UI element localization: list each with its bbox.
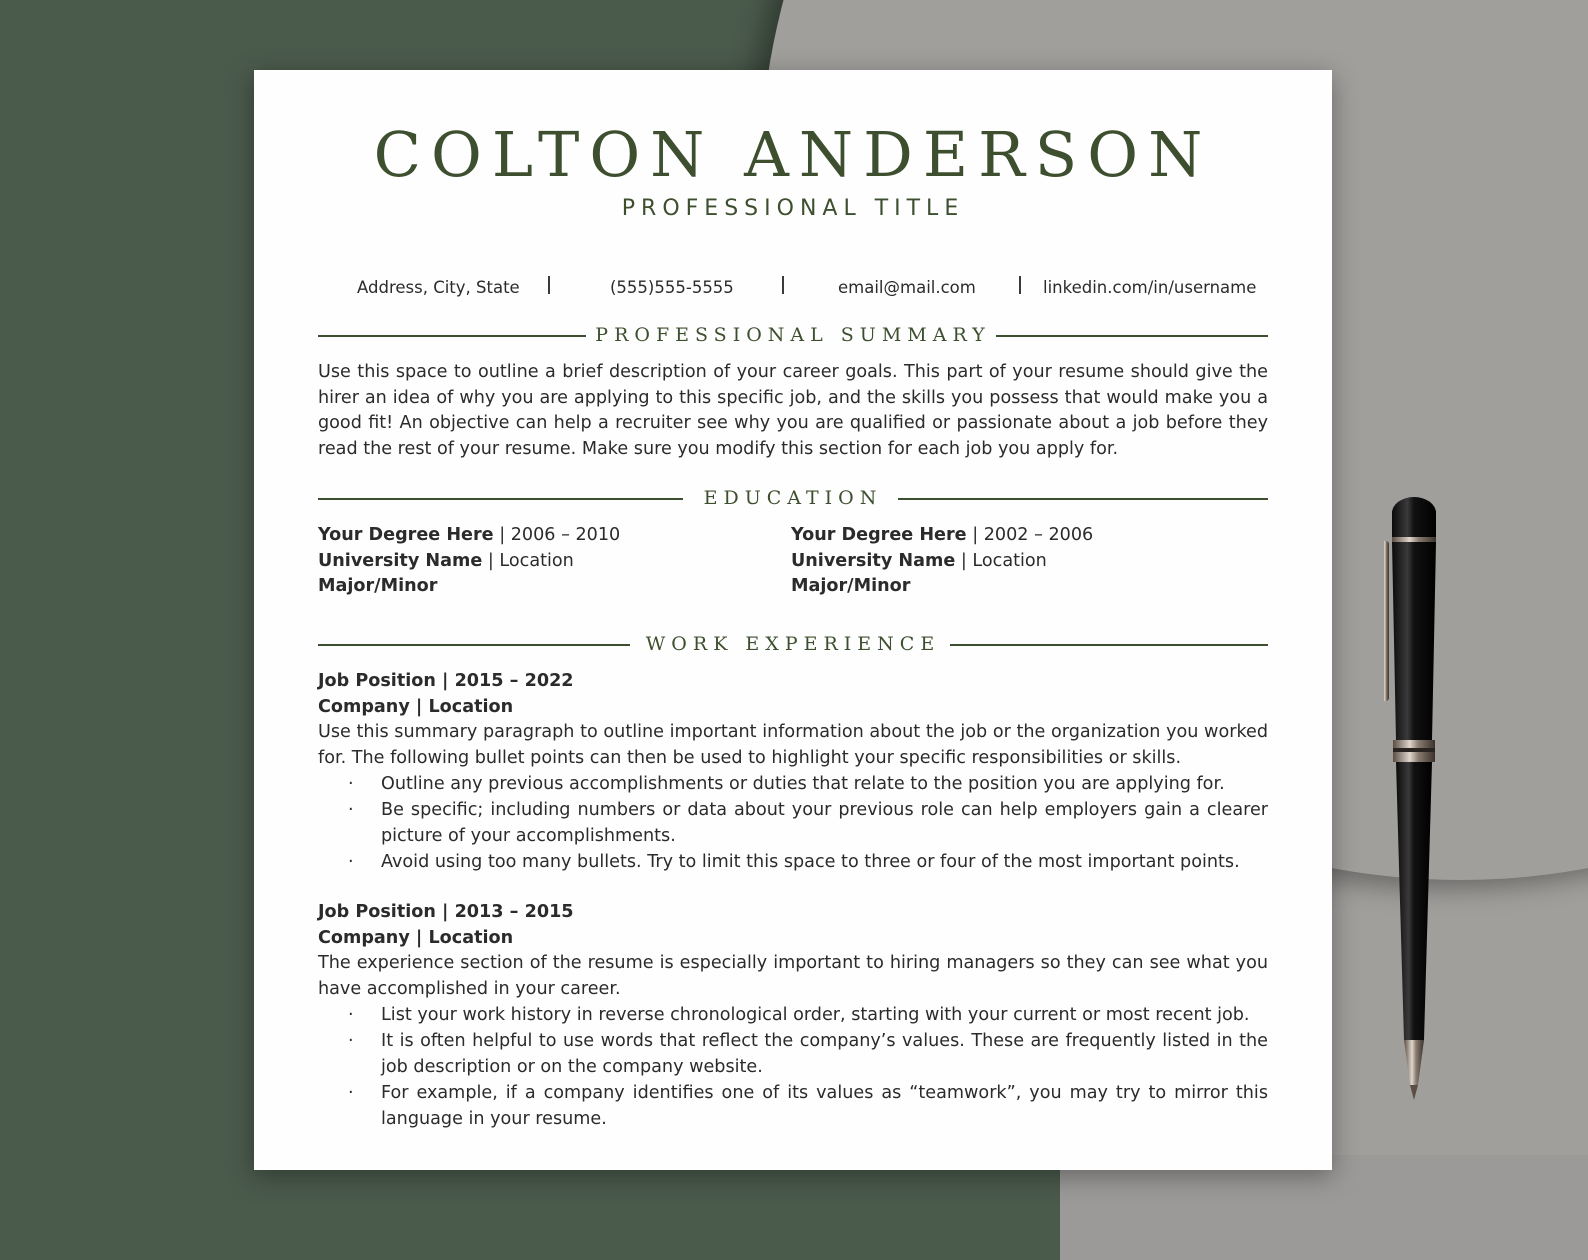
summary-text: Use this space to outline a brief description of your career goals. This part of your resume should give the hirer an idea of why you are applying to this specific job, and the skills you possess that would make you a good fit! An objective can help a recruiter see why you are qualified or passionate about a job before they read the rest of your resume. Make sure you modify this section for each job you apply for. [318,362,1268,459]
education-heading-label: EDUCATION [703,487,883,509]
bullet-text: For example, if a company identifies one of its values as “teamwork”, you may try to mirror this language in your resume. [381,1083,1268,1129]
education-heading [318,487,1268,511]
heading-rule [950,644,1268,646]
list-item [318,797,1268,849]
university-location: | Location [955,550,1047,571]
heading-rule [898,498,1268,500]
job-bullets [318,1002,1268,1132]
job-position: Job Position | 2015 – 2022 [318,671,574,691]
education-entry-2 [791,523,1093,600]
bullet-dot: · [348,1005,354,1025]
contact-email: email@mail.com [838,278,976,297]
list-item [318,771,1268,797]
education-entry-1 [318,523,620,600]
job-position: Job Position | 2013 – 2015 [318,902,574,922]
bullet-dot: · [348,1083,354,1103]
bullet-dot: · [348,774,354,794]
contact-phone: (555)555-5555 [610,278,734,297]
list-item [318,849,1268,875]
contact-separator [782,276,784,294]
resume-name: COLTON ANDERSON [373,118,1213,191]
major-minor: Major/Minor [791,576,911,596]
summary-heading [318,324,1268,348]
list-item [318,1080,1268,1132]
contact-linkedin: linkedin.com/in/username [1043,278,1257,297]
bullet-dot: · [348,800,354,820]
contact-separator [1019,276,1021,294]
summary-heading-label: PROFESSIONAL SUMMARY [595,324,991,346]
degree: Your Degree Here [791,525,967,545]
heading-rule [996,335,1268,337]
degree: Your Degree Here [318,525,494,545]
university: University Name [318,550,483,571]
university-location: | Location [482,550,574,571]
bullet-text: Be specific; including numbers or data about your previous role can help employers gain a clearer picture of your accomplishments. [381,800,1268,846]
job-summary: Use this summary paragraph to outline important information about the job or the organization you worked for. The following bullet points can then be used to highlight your specific responsibilities or skills. [318,722,1268,768]
bullet-text: Avoid using too many bullets. Try to limit this space to three or four of the most important points. [381,852,1240,872]
job-bullets [318,771,1268,875]
list-item [318,1002,1268,1028]
bullet-dot: · [348,852,354,872]
university: University Name [791,550,956,571]
experience-heading [318,633,1268,657]
job-company: Company | Location [318,697,514,717]
list-item [318,1028,1268,1080]
major-minor: Major/Minor [318,576,438,596]
bullet-text: Outline any previous accomplishments or duties that relate to the position you are applying for. [381,774,1225,794]
pen-icon [1384,495,1444,1105]
degree-years: | 2002 – 2006 [966,525,1094,545]
professional-title: PROFESSIONAL TITLE [621,196,965,221]
degree-years: | 2006 – 2010 [493,525,621,545]
bullet-dot: · [348,1031,354,1051]
resume-page [254,70,1332,1170]
bullet-text: List your work history in reverse chronological order, starting with your current or most recent job. [381,1005,1250,1025]
job-company: Company | Location [318,928,514,948]
contact-address: Address, City, State [357,278,520,297]
job-summary: The experience section of the resume is especially important to hiring managers so they can see what you have accomplished in your career. [318,953,1268,999]
contact-separator [548,276,550,294]
experience-heading-label: WORK EXPERIENCE [645,633,941,655]
bullet-text: It is often helpful to use words that reflect the company’s values. These are frequently listed in the job description or on the company website. [381,1031,1268,1077]
